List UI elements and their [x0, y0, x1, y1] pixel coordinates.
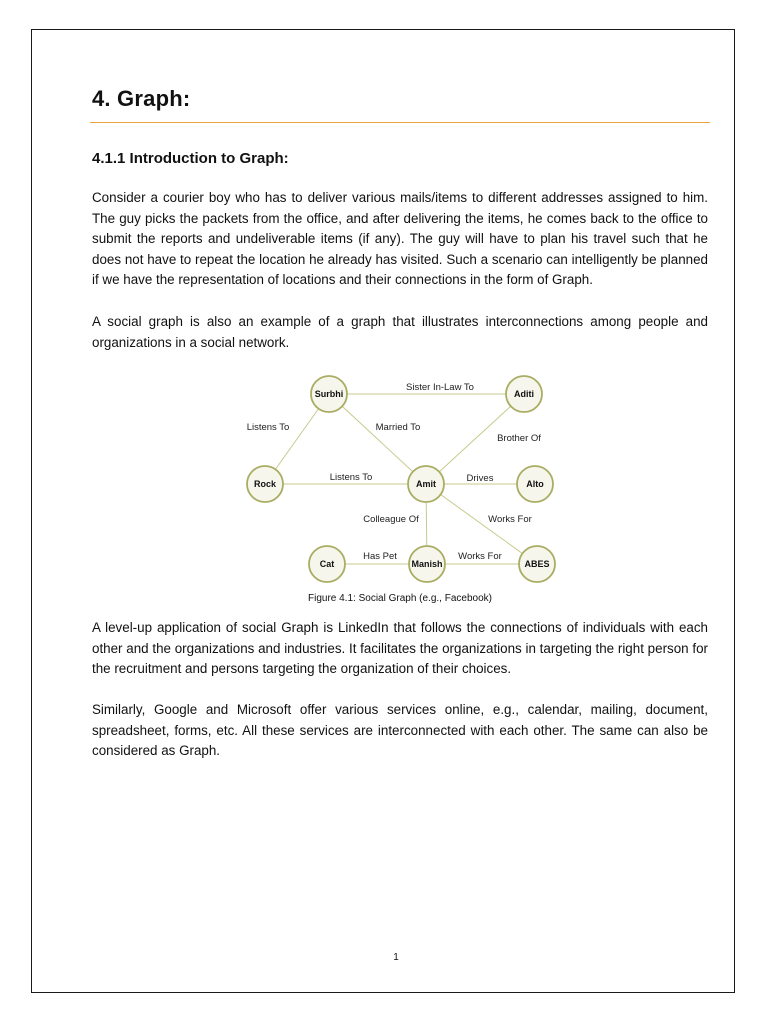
node-label-cat: Cat: [319, 559, 335, 569]
social-graph-diagram: [240, 368, 560, 590]
edge-surbhi-amit: [329, 394, 426, 484]
social-graph-figure: [240, 368, 560, 590]
edge-label-amit-abes: Works For: [488, 514, 532, 525]
edge-label-has-pet: Has Pet: [363, 551, 397, 562]
title-rule: [90, 122, 710, 123]
node-label-abes: ABES: [524, 559, 550, 569]
edge-label-sister-in-law: Sister In-Law To: [406, 382, 474, 393]
paragraph-google-microsoft: Similarly, Google and Microsoft offer various services online, e.g., calendar, mailing, document, spreadsheet, forms, etc. All these services are interconnected with each other. The same can also be considered as Graph.: [92, 702, 708, 759]
edge-label-manish-abes: Works For: [458, 551, 502, 562]
node-label-alto: Alto: [526, 479, 544, 489]
paragraph-linkedin: A level-up application of social Graph is LinkedIn that follows the connections of individuals with each other and the organizations and industries. It facilitates the organizations in targeting the right person for the recruitment and persons targeting the organization of their choices.: [92, 620, 708, 677]
edge-label-drives: Drives: [466, 473, 494, 484]
node-label-manish: Manish: [411, 559, 443, 569]
node-label-aditi: Aditi: [514, 389, 534, 399]
chapter-title: 4. Graph:: [92, 86, 191, 111]
edge-label-brother-of: Brother Of: [497, 433, 541, 444]
node-label-rock: Rock: [253, 479, 277, 489]
page-number: 1: [393, 952, 399, 963]
paragraph-social-graph: A social graph is also an example of a graph that illustrates interconnections among people and organizations in a social network.: [92, 314, 708, 350]
edge-label-surbhi-rock: Listens To: [246, 422, 290, 433]
node-label-surbhi: Surbhi: [314, 389, 344, 399]
edge-label-married-to: Married To: [375, 422, 421, 433]
node-label-amit: Amit: [416, 479, 436, 489]
edge-label-colleague-of: Colleague Of: [363, 514, 419, 525]
paragraph-courier: Consider a courier boy who has to deliver various mails/items to different addresses assigned to him. The guy picks the packets from the office, and after delivering the items, he comes back to the office to submit the reports and undeliverable items (if any). The guy will have to plan his travel such that he does not have to repeat the location he already has visited. Such a scenario can intelligently be planned if we have the representation of locations and their connections in the form of Graph.: [92, 190, 708, 288]
section-title: 4.1.1 Introduction to Graph:: [92, 150, 289, 167]
figure-caption: Figure 4.1: Social Graph (e.g., Facebook): [308, 593, 492, 604]
edge-label-rock-amit: Listens To: [329, 472, 373, 483]
